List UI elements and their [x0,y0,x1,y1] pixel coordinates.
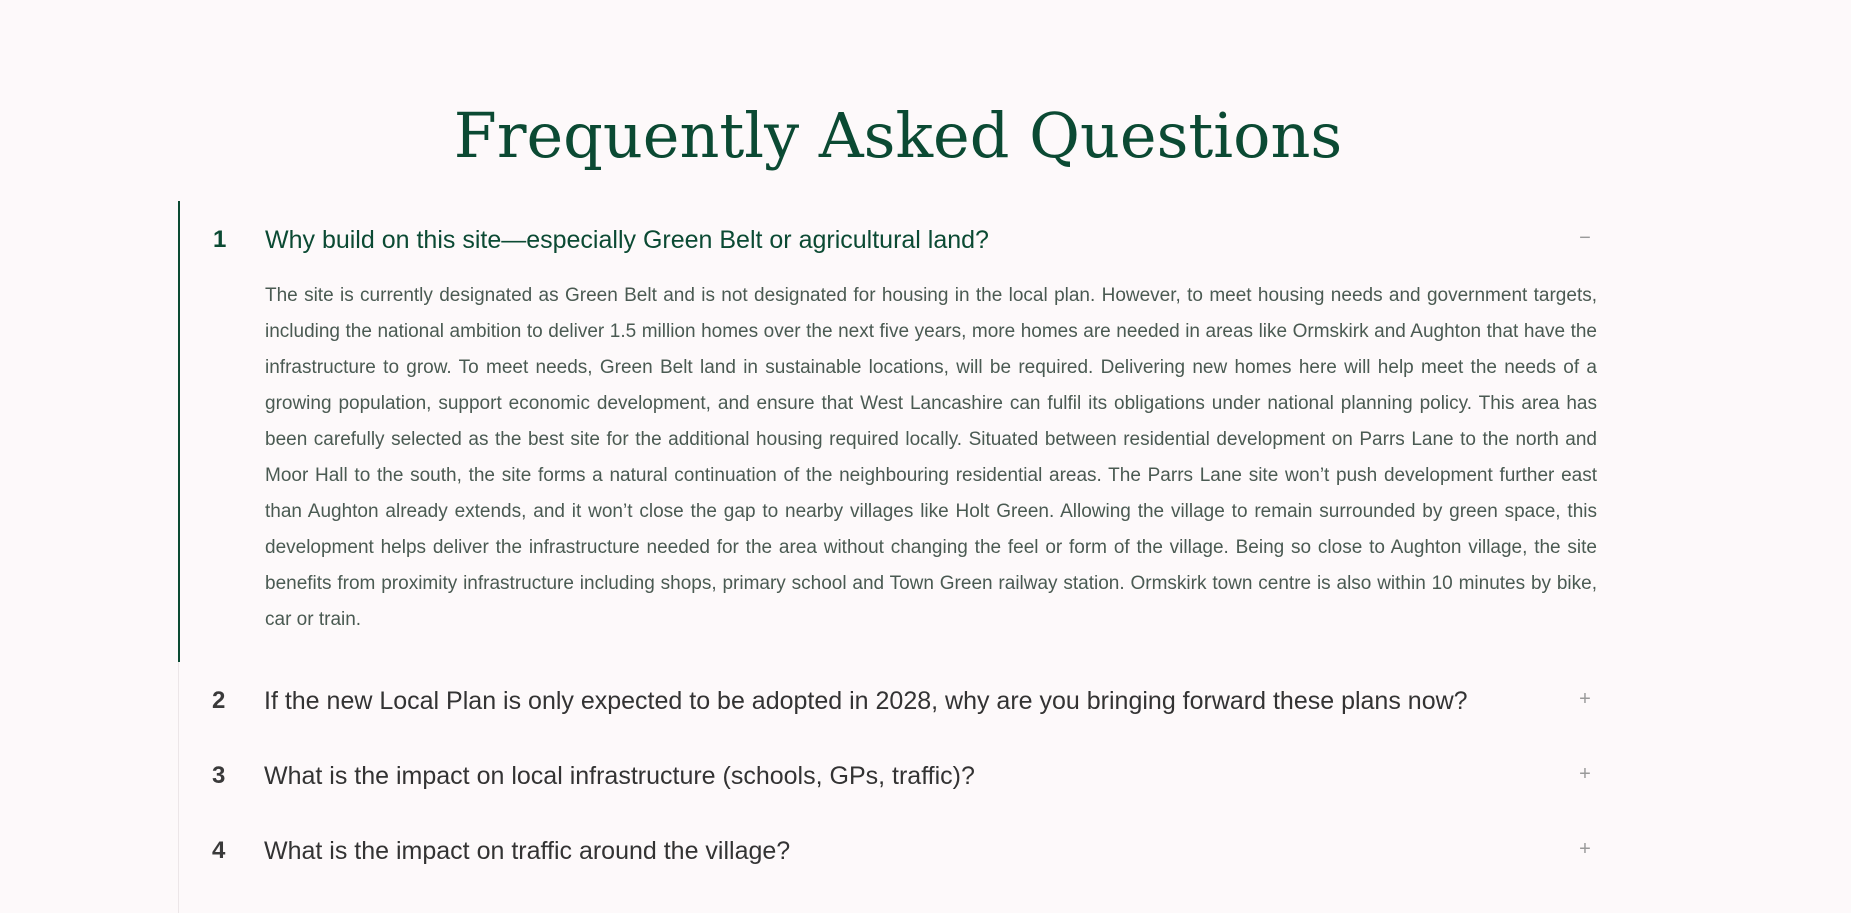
faq-question[interactable]: Why build on this site—especially Green Belt or agricultural land? [265,226,989,254]
faq-number: 3 [212,762,226,789]
faq-item [179,662,1597,737]
faq-number: 4 [212,837,226,864]
faq-question[interactable]: What is the impact on traffic around the village? [264,837,791,865]
faq-question[interactable]: If the new Local Plan is only expected to be adopted in 2028, why are you bringing forward these plans now? [264,687,1468,715]
expand-icon[interactable]: + [1579,763,1591,785]
faq-question[interactable]: What is the impact on local infrastructure (schools, GPs, traffic)? [264,762,975,790]
expand-icon[interactable]: + [1579,688,1591,710]
faq-question-header[interactable] [180,201,1597,276]
collapse-icon[interactable]: − [1579,227,1591,249]
faq-question-header[interactable] [179,812,1597,887]
page-title: Frequently Asked Questions [453,99,1343,172]
faq-answer: The site is currently designated as Green Belt and is not designated for housing in the local plan. However, to meet housing needs and government targets, including the national ambition to deliver 1.5 million homes over the next five years, more homes are needed in areas like Ormskirk and Aughton that have the infrastructure to grow. To meet needs, Green Belt land in sustainable locations, will be required. Delivering new homes here will help meet the needs of a growing population, support economic development, and ensure that West Lancashire can fulfil its obligations under national planning policy. This area has been carefully selected as the best site for the additional housing required locally. Situated between residential development on Parrs Lane to the north and Moor Hall to the south, the site forms a natural continuation of the neighbouring residential areas. The Parrs Lane site won’t push development further east than Aughton already extends, and it won’t close the gap to nearby villages like Holt Green. Allowing the village to remain surrounded by green space, this development helps deliver the infrastructure needed for the area without changing the feel or form of the village. Being so close to Aughton village, the site benefits from proximity infrastructure including shops, primary school and Town Green railway station. Ormskirk town centre is also within 10 minutes by bike, car or train. [265,285,1597,630]
faq-item [178,201,1597,662]
faq-number: 2 [212,687,226,714]
faq-accordion [178,201,1597,913]
expand-icon[interactable]: + [1579,838,1591,860]
faq-item [179,737,1597,812]
faq-question-header[interactable] [179,737,1597,812]
faq-number: 1 [213,226,227,253]
faq-item [179,812,1597,887]
faq-question-header[interactable] [179,662,1597,737]
